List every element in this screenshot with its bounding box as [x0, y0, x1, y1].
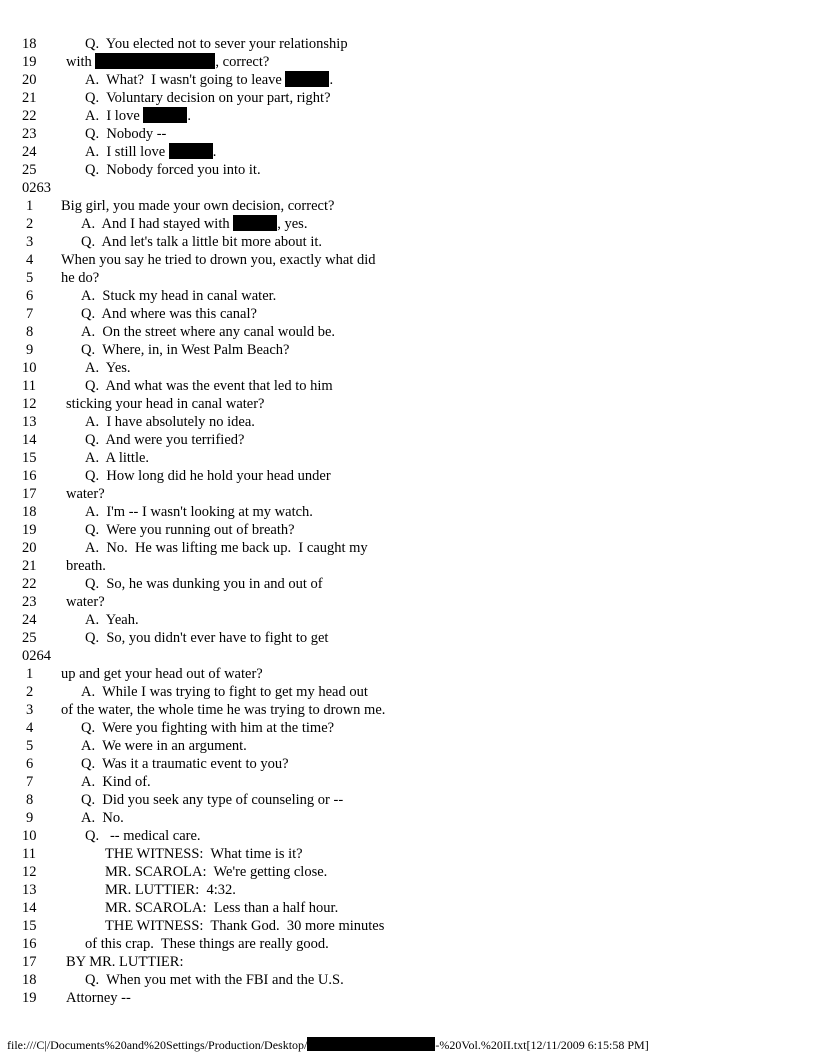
line-number: 17 [22, 954, 37, 970]
transcript-line [0, 161, 816, 179]
line-text-content: A. Stuck my head in canal water. [81, 288, 277, 304]
line-text [85, 629, 328, 647]
line-text [61, 665, 263, 683]
line-text [85, 107, 191, 125]
transcript-line [0, 611, 816, 629]
transcript-line [0, 593, 816, 611]
line-text [66, 53, 269, 71]
line-number: 3 [26, 234, 34, 250]
line-number: 18 [22, 504, 37, 520]
line-text-content: Big girl, you made your own decision, correct? [61, 198, 335, 214]
line-text [66, 485, 105, 503]
line-number: 18 [22, 972, 37, 988]
line-number: 21 [22, 558, 37, 574]
line-number: 11 [22, 378, 36, 394]
line-number: 11 [22, 846, 36, 862]
transcript-line [0, 521, 816, 539]
line-text-after-redaction: , yes. [277, 216, 308, 232]
line-text-content: A. We were in an argument. [81, 738, 247, 754]
line-text-content: A. While I was trying to fight to get my head out [81, 684, 368, 700]
line-number: 23 [22, 594, 37, 610]
transcript-line [0, 377, 816, 395]
line-text [81, 791, 343, 809]
transcript-line [0, 557, 816, 575]
line-text-content: of this crap. These things are really good. [85, 936, 329, 952]
line-text [85, 503, 313, 521]
line-number: 1 [26, 666, 34, 682]
line-text-content: THE WITNESS: What time is it? [105, 846, 303, 862]
redaction-box [143, 107, 187, 123]
line-number: 25 [22, 630, 37, 646]
line-number: 18 [22, 36, 37, 52]
line-number: 24 [22, 144, 37, 160]
line-text [81, 773, 151, 791]
line-text-content: A. I still love [85, 144, 169, 160]
page-number: 0264 [22, 648, 51, 664]
line-text [85, 611, 139, 629]
line-number: 17 [22, 486, 37, 502]
line-text-content: Q. Where, in, in West Palm Beach? [81, 342, 290, 358]
line-number: 8 [26, 792, 34, 808]
line-text [66, 953, 183, 971]
line-text [81, 809, 124, 827]
line-number: 13 [22, 882, 37, 898]
line-number: 3 [26, 702, 34, 718]
transcript-line [0, 395, 816, 413]
line-number: 12 [22, 864, 37, 880]
transcript-line [0, 449, 816, 467]
line-number: 22 [22, 108, 37, 124]
transcript-line [0, 719, 816, 737]
transcript-line [0, 683, 816, 701]
line-text [105, 917, 384, 935]
line-text [85, 71, 333, 89]
line-text [81, 233, 322, 251]
line-text-content: THE WITNESS: Thank God. 30 more minutes [105, 918, 385, 934]
transcript-line [0, 467, 816, 485]
line-text-content: he do? [61, 270, 100, 286]
line-text-content: A. Yes. [85, 360, 131, 376]
line-number: 20 [22, 72, 37, 88]
line-text-content: Q. And where was this canal? [81, 306, 257, 322]
transcript-line [0, 575, 816, 593]
line-text-content: A. And I had stayed with [81, 216, 234, 232]
redaction-box [95, 53, 215, 69]
line-text-content: of the water, the whole time he was trying to drown me. [61, 702, 386, 718]
line-text-content: Q. When you met with the FBI and the U.S. [85, 972, 344, 988]
transcript-line [0, 359, 816, 377]
transcript-line [0, 971, 816, 989]
line-number: 19 [22, 54, 37, 70]
line-text-after-redaction: , correct? [215, 54, 270, 70]
line-number: 14 [22, 432, 37, 448]
line-text-content: Q. Was it a traumatic event to you? [81, 756, 289, 772]
transcript-line [0, 845, 816, 863]
transcript-line [0, 197, 816, 215]
line-number: 9 [26, 810, 34, 826]
line-text [66, 989, 131, 1007]
line-number: 4 [26, 252, 34, 268]
transcript-line [0, 413, 816, 431]
line-text-content: Q. You elected not to sever your relationship [85, 36, 348, 52]
page-number-line [0, 179, 816, 197]
line-text-content: Q. So, you didn't ever have to fight to get [85, 630, 329, 646]
transcript-line [0, 935, 816, 953]
line-text [81, 737, 247, 755]
line-text-content: Q. Did you seek any type of counseling or -- [81, 792, 344, 808]
transcript-line [0, 89, 816, 107]
transcript-line [0, 71, 816, 89]
transcript-line [0, 431, 816, 449]
line-text [61, 197, 334, 215]
line-text-after-redaction: . [187, 108, 192, 124]
transcript-line [0, 287, 816, 305]
line-text-content: breath. [66, 558, 106, 574]
transcript-line [0, 233, 816, 251]
line-text [81, 323, 335, 341]
footer-path-end: -%20Vol.%20II.txt[12/11/2009 6:15:58 PM] [435, 1038, 649, 1052]
line-text [66, 593, 105, 611]
redaction-box [285, 71, 329, 87]
line-text-after-redaction: . [212, 144, 217, 160]
line-text-content: A. Kind of. [81, 774, 151, 790]
line-text-content: A. What? I wasn't going to leave [85, 72, 286, 88]
line-number: 4 [26, 720, 34, 736]
transcript-line [0, 863, 816, 881]
line-text [81, 719, 334, 737]
line-text-content: A. I'm -- I wasn't looking at my watch. [85, 504, 313, 520]
transcript-line [0, 737, 816, 755]
line-text-content: Q. -- medical care. [85, 828, 201, 844]
line-text-content: sticking your head in canal water? [66, 396, 265, 412]
transcript-line [0, 305, 816, 323]
transcript-body [0, 35, 816, 1007]
line-number: 5 [26, 270, 34, 286]
line-text [81, 683, 368, 701]
transcript-line [0, 107, 816, 125]
page-number-line [0, 647, 816, 665]
line-text [85, 521, 295, 539]
page-number: 0263 [22, 180, 51, 196]
transcript-line [0, 125, 816, 143]
line-number: 16 [22, 936, 37, 952]
line-text [85, 575, 323, 593]
line-text [85, 35, 348, 53]
transcript-line [0, 341, 816, 359]
line-number: 12 [22, 396, 37, 412]
line-text [81, 215, 307, 233]
line-text [85, 449, 149, 467]
line-text [66, 557, 106, 575]
transcript-line [0, 53, 816, 71]
line-text-content: up and get your head out of water? [61, 666, 263, 682]
transcript-line [0, 989, 816, 1007]
transcript-line [0, 629, 816, 647]
line-text-content: Q. And what was the event that led to him [85, 378, 333, 394]
line-text [85, 539, 368, 557]
line-text [85, 827, 201, 845]
line-number: 15 [22, 450, 37, 466]
line-text [85, 125, 166, 143]
line-text-content: Q. Nobody forced you into it. [85, 162, 261, 178]
line-number: 13 [22, 414, 37, 430]
footer-path-start: file:///C|/Documents%20and%20Settings/Production/Desktop/ [7, 1038, 308, 1052]
line-text [85, 359, 131, 377]
line-text-content: A. On the street where any canal would be. [81, 324, 336, 340]
transcript-line [0, 269, 816, 287]
line-text [85, 377, 333, 395]
line-number: 21 [22, 90, 37, 106]
line-text [85, 413, 255, 431]
line-text-content: A. No. He was lifting me back up. I caught my [85, 540, 368, 556]
line-number: 5 [26, 738, 34, 754]
line-number: 7 [26, 306, 34, 322]
line-text-content: A. No. [81, 810, 124, 826]
line-number: 25 [22, 162, 37, 178]
line-number: 10 [22, 360, 37, 376]
transcript-line [0, 665, 816, 683]
line-text-content: MR. SCAROLA: We're getting close. [105, 864, 328, 880]
file-path-footer [7, 1037, 649, 1053]
transcript-line [0, 755, 816, 773]
line-number: 24 [22, 612, 37, 628]
line-text-content: A. Yeah. [85, 612, 139, 628]
line-number: 6 [26, 288, 34, 304]
line-number: 22 [22, 576, 37, 592]
transcript-line [0, 791, 816, 809]
line-text-content: Q. So, he was dunking you in and out of [85, 576, 323, 592]
line-number: 19 [22, 522, 37, 538]
line-text-content: MR. LUTTIER: 4:32. [105, 882, 236, 898]
line-text-content: A. I love [85, 108, 144, 124]
line-number: 10 [22, 828, 37, 844]
line-text-content: Q. Were you fighting with him at the time? [81, 720, 335, 736]
line-text-content: Q. How long did he hold your head under [85, 468, 331, 484]
line-number: 8 [26, 324, 34, 340]
transcript-line [0, 827, 816, 845]
line-text [61, 701, 385, 719]
transcript-line [0, 881, 816, 899]
line-text [105, 863, 327, 881]
line-text [81, 287, 276, 305]
line-number: 20 [22, 540, 37, 556]
redaction-box [169, 143, 213, 159]
redaction-box [233, 215, 277, 231]
line-text [105, 881, 236, 899]
transcript-line [0, 35, 816, 53]
transcript-line [0, 215, 816, 233]
line-text-content: BY MR. LUTTIER: [66, 954, 184, 970]
line-text-content: A. I have absolutely no idea. [85, 414, 255, 430]
transcript-line [0, 503, 816, 521]
line-text-content: water? [66, 486, 105, 502]
line-text-content: Q. Voluntary decision on your part, right? [85, 90, 331, 106]
line-text [66, 395, 265, 413]
line-text-content: Q. And let's talk a little bit more about it. [81, 234, 323, 250]
transcript-line [0, 701, 816, 719]
line-number: 19 [22, 990, 37, 1006]
transcript-line [0, 143, 816, 161]
line-number: 2 [26, 684, 34, 700]
line-text [85, 143, 216, 161]
line-text-content: Attorney -- [66, 990, 131, 1006]
line-text [85, 431, 244, 449]
line-text-content: A. A little. [85, 450, 150, 466]
line-text [85, 161, 261, 179]
transcript-line [0, 251, 816, 269]
line-text [81, 341, 290, 359]
line-text [105, 899, 338, 917]
line-number: 23 [22, 126, 37, 142]
line-text [85, 89, 331, 107]
line-text [105, 845, 303, 863]
line-number: 14 [22, 900, 37, 916]
line-text-content: When you say he tried to drown you, exactly what did [61, 252, 376, 268]
line-text [85, 971, 344, 989]
line-number: 7 [26, 774, 34, 790]
transcript-line [0, 773, 816, 791]
line-number: 6 [26, 756, 34, 772]
line-text-content: Q. And were you terrified? [85, 432, 245, 448]
line-text [61, 269, 99, 287]
transcript-line [0, 809, 816, 827]
line-text-content: water? [66, 594, 105, 610]
transcript-line [0, 539, 816, 557]
line-text [81, 305, 257, 323]
line-number: 15 [22, 918, 37, 934]
line-number: 16 [22, 468, 37, 484]
footer-redaction-box [307, 1037, 435, 1051]
line-text-content: Q. Nobody -- [85, 126, 167, 142]
line-number: 1 [26, 198, 34, 214]
line-text [85, 935, 329, 953]
line-number: 9 [26, 342, 34, 358]
line-text-content: Q. Were you running out of breath? [85, 522, 295, 538]
transcript-line [0, 953, 816, 971]
line-text [85, 467, 331, 485]
line-text [81, 755, 289, 773]
line-text-content: with [66, 54, 96, 70]
line-text-content: MR. SCAROLA: Less than a half hour. [105, 900, 339, 916]
line-number: 2 [26, 216, 34, 232]
transcript-line [0, 899, 816, 917]
transcript-line [0, 323, 816, 341]
transcript-line [0, 485, 816, 503]
line-text-after-redaction: . [329, 72, 334, 88]
transcript-line [0, 917, 816, 935]
line-text [61, 251, 376, 269]
